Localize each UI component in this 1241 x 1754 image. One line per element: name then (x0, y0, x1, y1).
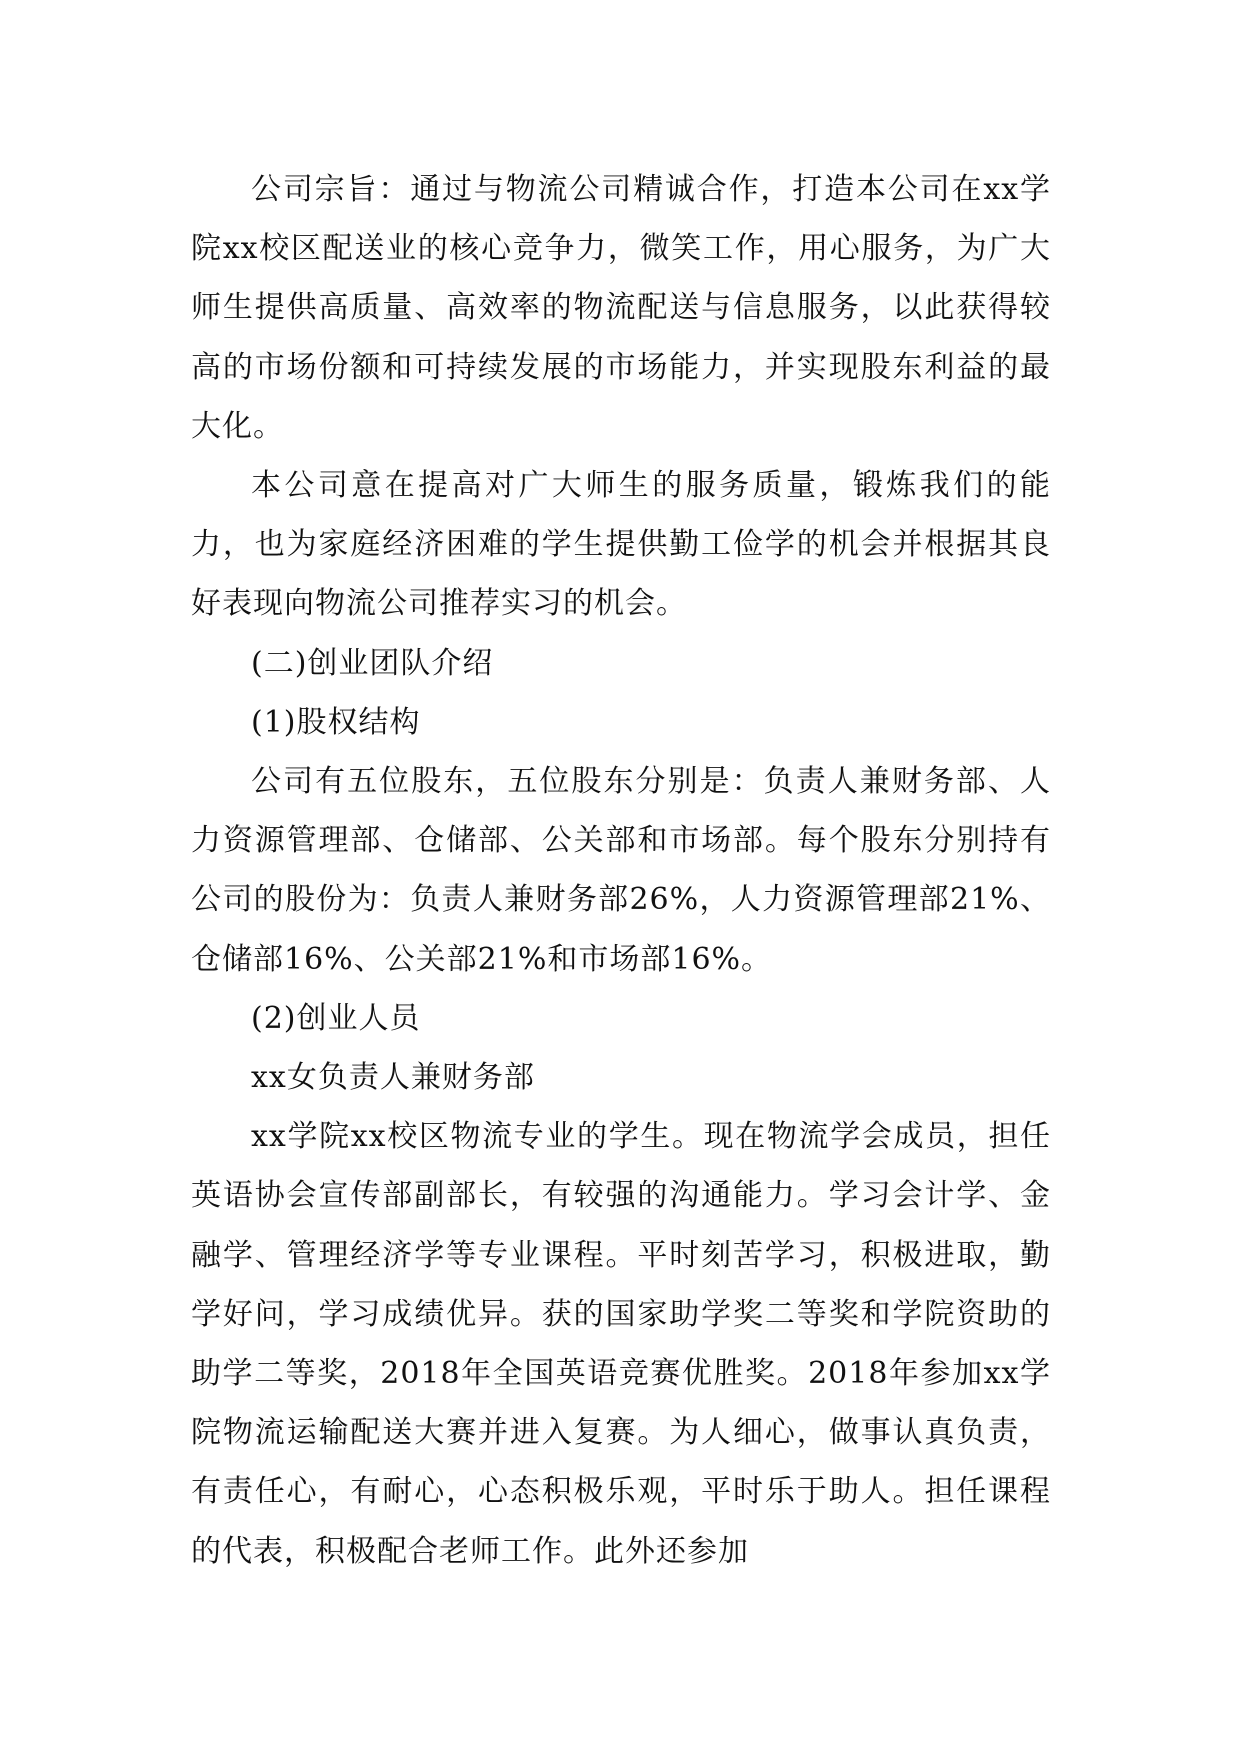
paragraph-company-intent: 本公司意在提高对广大师生的服务质量，锻炼我们的能力，也为家庭经济困难的学生提供勤工俭学的机会并根据其良好表现向物流公司推荐实习的机会。 (191, 468, 1051, 622)
section-heading-team-intro: (二)创业团队介绍 (251, 645, 494, 681)
subsection-heading-equity-structure: (1)股权结构 (251, 704, 421, 740)
paragraph-company-purpose: 公司宗旨：通过与物流公司精诚合作，打造本公司在xx学院xx校区配送业的核心竞争力，微笑工作，用心服务，为广大师生提供高质量、高效率的物流配送与信息服务，以此获得较高的市场份额和可持续发展的市场能力，并实现股东利益的最大化。 (191, 172, 1051, 444)
paragraph-equity-details: 公司有五位股东，五位股东分别是：负责人兼财务部、人力资源管理部、仓储部、公关部和市场部。每个股东分别持有公司的股份为：负责人兼财务部26%，人力资源管理部21%、仓储部16%、公关部21%和市场部16%。 (191, 764, 1051, 977)
founder-title: xx女负责人兼财务部 (251, 1060, 535, 1096)
paragraph-founder-bio: xx学院xx校区物流专业的学生。现在物流学会成员，担任英语协会宣传部副部长，有较强的沟通能力。学习会计学、金融学、管理经济学等专业课程。平时刻苦学习，积极进取，勤学好问，学习成绩优异。获的国家助学奖二等奖和学院资助的助学二等奖，2018年全国英语竞赛优胜奖。2018年参加xx学院物流运输配送大赛并进入复赛。为人细心，做事认真负责，有责任心，有耐心，心态积极乐观，平时乐于助人。担任课程的代表，积极配合老师工作。此外还参加 (191, 1119, 1051, 1569)
subsection-heading-founders: (2)创业人员 (251, 1000, 421, 1036)
document-body (191, 160, 1051, 1581)
